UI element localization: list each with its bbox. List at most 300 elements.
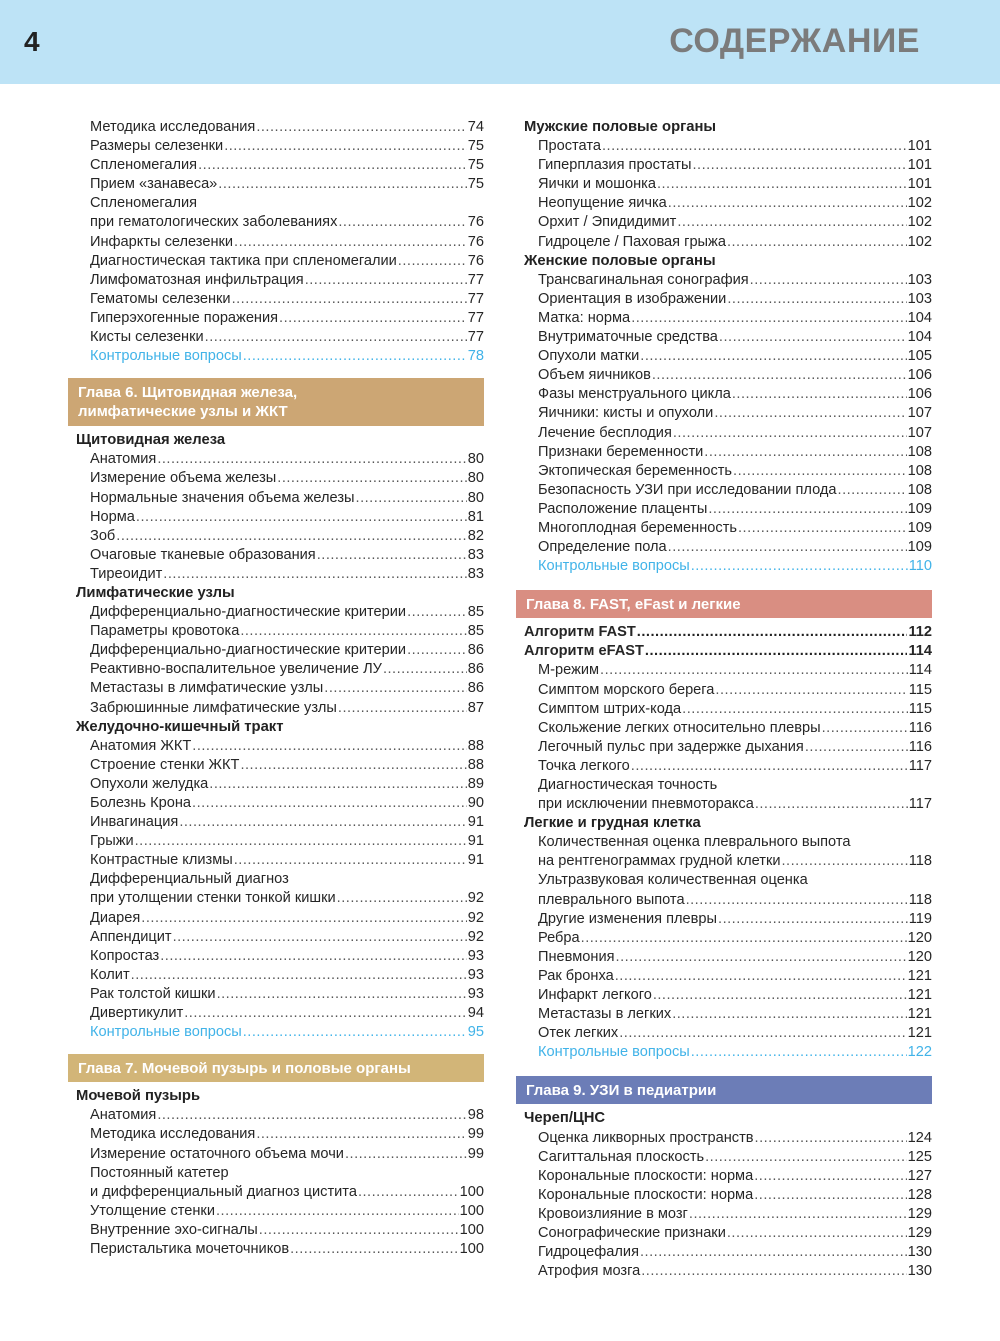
toc-entry[interactable] [516, 833, 932, 852]
toc-entry-page: 92 [467, 928, 484, 945]
toc-entry[interactable] [516, 156, 932, 175]
toc-entry-title: Измерение остаточного объема мочи [90, 1145, 344, 1162]
toc-entry-title: Гидроцефалия [538, 1244, 639, 1261]
toc-entry-page: 120 [907, 929, 932, 946]
section-heading-female: Женские половые органы [524, 252, 716, 269]
toc-entry[interactable] [68, 156, 484, 175]
toc-entry[interactable] [516, 700, 932, 719]
toc-entry-title: Рак толстой кишки [90, 985, 216, 1002]
toc-entry[interactable] [68, 737, 484, 756]
dot-leader [822, 719, 908, 738]
toc-entry-title: Объем яичников [538, 367, 651, 384]
dot-leader [192, 794, 467, 813]
dot-leader [673, 424, 907, 443]
toc-entry[interactable] [68, 870, 484, 889]
dot-leader [157, 450, 466, 469]
toc-entry[interactable] [516, 309, 932, 328]
toc-entry-title: Рак бронха [538, 967, 614, 984]
dot-leader [338, 699, 467, 718]
toc-entry-page: 93 [467, 966, 484, 983]
dot-leader [727, 290, 906, 309]
toc-entry[interactable] [68, 679, 484, 698]
chapter-6-title-line-1: Глава 6. Щитовидная железа, [78, 384, 298, 402]
dot-leader [616, 948, 907, 967]
dot-leader [715, 681, 907, 700]
section-heading-lungs: Легкие и грудная клетка [524, 815, 701, 832]
toc-entry-page: 109 [907, 500, 932, 517]
toc-entry[interactable] [516, 891, 932, 910]
toc-entry-title: Нормальные значения объема железы [90, 489, 355, 506]
toc-entry[interactable] [516, 719, 932, 738]
toc-entry-page: 75 [467, 176, 484, 193]
toc-entry-page: 103 [907, 271, 932, 288]
dot-leader [581, 929, 907, 948]
toc-entry-title: Диагностическая точность [538, 777, 718, 793]
toc-entry[interactable] [68, 660, 484, 679]
toc-entry[interactable] [68, 252, 484, 271]
toc-entry-title: Колит [90, 966, 130, 983]
toc-entry[interactable] [68, 699, 484, 718]
toc-entry[interactable] [516, 738, 932, 757]
toc-entry[interactable] [516, 519, 932, 538]
dot-leader [640, 1243, 907, 1262]
toc-entry[interactable] [516, 328, 932, 347]
page-title: СОДЕРЖАНИЕ [669, 22, 920, 60]
toc-entry-page: 130 [907, 1263, 932, 1280]
toc-entry-page: 77 [467, 271, 484, 288]
toc-entry-title: Параметры кровотока [90, 623, 240, 640]
toc-entry-title: Перистальтика мочеточников [90, 1240, 290, 1257]
toc-list [516, 1129, 932, 1282]
dot-leader [600, 661, 908, 680]
dot-leader [631, 309, 906, 328]
toc-entry-title: Реактивно-воспалительное увеличение ЛУ [90, 661, 382, 678]
toc-entry[interactable] [516, 233, 932, 252]
toc-entry-title: Алгоритм eFAST [524, 643, 644, 660]
toc-entry-page: 89 [467, 775, 484, 792]
dot-leader [708, 500, 906, 519]
dot-leader [256, 1125, 466, 1144]
toc-entry-page: 91 [467, 814, 484, 831]
toc-entry-questions[interactable] [516, 557, 932, 576]
toc-entry-title: Лечение бесплодия [538, 424, 672, 441]
section-heading-skull: Череп/ЦНС [524, 1110, 606, 1127]
toc-entry[interactable] [516, 681, 932, 700]
toc-entry-title: Внутренние эхо-сигналы [90, 1221, 258, 1238]
dot-leader [727, 1224, 907, 1243]
dot-leader [754, 1167, 906, 1186]
chapter-6-heading[interactable] [68, 378, 484, 426]
toc-entry-page: 80 [467, 451, 484, 468]
toc-entry-title: Неопущение яичка [538, 195, 667, 212]
toc-entry[interactable] [516, 623, 932, 642]
dot-leader [619, 1024, 906, 1043]
dot-leader [192, 737, 467, 756]
toc-entry[interactable] [68, 966, 484, 985]
toc-entry[interactable] [516, 776, 932, 795]
dot-leader [173, 928, 467, 947]
toc-entry-title: Дифференциальный диагноз [90, 871, 289, 888]
toc-entry-title: Норма [90, 508, 135, 525]
toc-entry[interactable] [516, 1024, 932, 1043]
toc-entry[interactable] [516, 347, 932, 366]
toc-entry[interactable] [68, 851, 484, 870]
toc-entry[interactable] [516, 871, 932, 890]
toc-entry-page: 101 [907, 157, 932, 174]
toc-entry[interactable] [516, 538, 932, 557]
toc-entry-page: 85 [467, 604, 484, 621]
toc-entry-title: плеврального выпота [538, 891, 685, 908]
toc-entry-page: 115 [908, 700, 932, 717]
toc-entry[interactable] [68, 565, 484, 584]
toc-entry-title: Корональные плоскости: норма [538, 1186, 754, 1203]
toc-entry[interactable] [68, 175, 484, 194]
toc-entry-title: Грыжи [90, 833, 134, 850]
toc-entry-page: 109 [907, 539, 932, 556]
dot-leader [668, 194, 907, 213]
chapter-8-heading[interactable]: Глава 8. FAST, eFast и легкие [516, 590, 932, 618]
dot-leader [338, 213, 466, 232]
toc-entry[interactable] [516, 500, 932, 519]
toc-entry-page: 94 [467, 1005, 484, 1022]
toc-entry[interactable] [68, 813, 484, 832]
toc-entry[interactable] [68, 508, 484, 527]
toc-entry[interactable] [68, 794, 484, 813]
toc-entry-page: 107 [907, 424, 932, 441]
toc-entry-page: 101 [907, 176, 932, 193]
dot-leader [243, 1023, 467, 1042]
toc-entry[interactable] [516, 1205, 932, 1224]
toc-entry-title: Метастазы в легких [538, 1006, 672, 1023]
toc-entry-page: 78 [467, 348, 484, 365]
toc-entry-page: 127 [907, 1167, 932, 1184]
toc-entry-page: 76 [467, 214, 484, 231]
toc-entry[interactable] [516, 967, 932, 986]
dot-leader [317, 546, 467, 565]
toc-entry[interactable] [516, 986, 932, 1005]
toc-entry-page: 77 [467, 309, 484, 326]
toc-entry-page: 121 [907, 1006, 932, 1023]
toc-entry-page: 108 [907, 443, 932, 460]
toc-entry-title: Забрюшинные лимфатические узлы [90, 699, 337, 716]
toc-list [68, 118, 484, 347]
toc-entry[interactable] [516, 1224, 932, 1243]
dot-leader [805, 738, 908, 757]
toc-entry-title: Кровоизлияние в мозг [538, 1205, 688, 1222]
toc-entry-questions[interactable] [516, 1043, 932, 1062]
toc-entry[interactable] [516, 852, 932, 871]
toc-entry[interactable] [68, 641, 484, 660]
toc-entry-page: 91 [467, 833, 484, 850]
toc-entry[interactable] [68, 328, 484, 347]
toc-entry[interactable] [68, 603, 484, 622]
toc-entry-title: Корональные плоскости: норма [538, 1167, 754, 1184]
toc-entry[interactable] [68, 775, 484, 794]
toc-entry-title: Расположение плаценты [538, 500, 708, 517]
toc-entry-page: 82 [467, 527, 484, 544]
toc-entry-title: Опухоли желудка [90, 775, 209, 792]
toc-entry-title: Ребра [538, 929, 580, 946]
toc-entry[interactable] [516, 213, 932, 232]
toc-entry-page: 103 [907, 290, 932, 307]
toc-entry-page: 90 [467, 795, 484, 811]
toc-entry-page: 88 [467, 756, 484, 773]
toc-entry[interactable] [68, 271, 484, 290]
toc-list [68, 450, 484, 584]
toc-entry[interactable] [516, 290, 932, 309]
section-heading-gi: Желудочно-кишечный тракт [76, 718, 284, 735]
toc-entry[interactable] [68, 1221, 484, 1240]
dot-leader [256, 118, 466, 137]
toc-entry-questions[interactable] [68, 347, 484, 366]
toc-entry[interactable] [516, 1167, 932, 1186]
toc-entry[interactable] [68, 527, 484, 546]
toc-entry-title: Яички и мошонка [538, 176, 656, 193]
toc-entry[interactable] [516, 404, 932, 423]
toc-entry-page: 115 [908, 681, 932, 698]
dot-leader [641, 1262, 906, 1281]
toc-entry-title: Анатомия [90, 451, 157, 468]
dot-leader [209, 775, 467, 794]
toc-entry-page: 105 [907, 348, 932, 365]
toc-entry-title: Яичники: кисты и опухоли [538, 405, 714, 422]
toc-entry-page: 112 [908, 624, 932, 641]
toc-entry-page: 91 [467, 852, 484, 869]
toc-entry-page: 118 [908, 853, 932, 870]
toc-entry-title: Спленомегалия [90, 195, 198, 212]
toc-entry-title: Инфаркт легкого [538, 987, 652, 1004]
toc-entry-page: 76 [467, 252, 484, 269]
toc-entry[interactable] [68, 832, 484, 851]
toc-entry[interactable] [68, 309, 484, 328]
toc-entry-title: Орхит / Эпидидимит [538, 214, 677, 231]
toc-entry-title: Утолщение стенки [90, 1202, 215, 1219]
toc-entry-title: при исключении пневмоторакса [538, 796, 754, 813]
toc-entry-title: Пневмония [538, 948, 615, 965]
toc-entry-page: 120 [907, 948, 932, 965]
dot-leader [657, 175, 907, 194]
toc-entry-title: Тиреоидит [90, 565, 163, 582]
toc-entry-page: 92 [467, 890, 484, 907]
toc-entry[interactable] [68, 118, 484, 137]
toc-entry[interactable] [516, 642, 932, 661]
toc-entry-title: Инвагинация [90, 814, 179, 831]
dot-leader [732, 385, 907, 404]
toc-entry-page: 122 [907, 1044, 932, 1061]
dot-leader [738, 519, 907, 538]
toc-entry-questions[interactable] [68, 1023, 484, 1042]
toc-entry[interactable] [68, 1202, 484, 1221]
dot-leader [179, 813, 466, 832]
dot-leader [714, 404, 906, 423]
dot-leader [135, 832, 467, 851]
toc-entry-page: 117 [908, 757, 932, 774]
toc-entry-page: 102 [907, 195, 932, 212]
toc-entry[interactable] [516, 424, 932, 443]
dot-leader [232, 290, 467, 309]
dot-leader [672, 1005, 906, 1024]
dot-leader [733, 462, 907, 481]
toc-entry-title: Измерение объема железы [90, 470, 277, 487]
toc-entry[interactable] [68, 947, 484, 966]
toc-entry[interactable] [516, 1148, 932, 1167]
toc-entry[interactable] [516, 175, 932, 194]
dot-leader [755, 1129, 907, 1148]
page-number: 4 [24, 26, 40, 57]
toc-entry-title: Дивертикулит [90, 1005, 184, 1022]
toc-entry-title: Дифференциально-диагностические критерии [90, 642, 407, 659]
toc-entry-title: Оценка ликворных пространств [538, 1129, 754, 1146]
toc-entry[interactable] [68, 1145, 484, 1164]
toc-entry[interactable] [516, 1005, 932, 1024]
toc-entry-page: 81 [467, 508, 484, 525]
dot-leader [243, 347, 467, 366]
dot-leader [324, 679, 466, 698]
toc-left-column [68, 118, 484, 1259]
toc-entry[interactable] [68, 985, 484, 1004]
toc-entry[interactable] [68, 1125, 484, 1144]
toc-entry[interactable] [516, 910, 932, 929]
toc-entry-title: Сонографические признаки [538, 1224, 726, 1241]
dot-leader [305, 271, 467, 290]
toc-entry-page: 107 [907, 405, 932, 422]
dot-leader [645, 642, 908, 661]
toc-entry[interactable] [516, 1186, 932, 1205]
toc-entry[interactable] [68, 909, 484, 928]
toc-entry-title: Фазы менструального цикла [538, 386, 731, 403]
toc-entry-page: 106 [907, 367, 932, 384]
toc-list [516, 271, 932, 557]
section-heading-lymph: Лимфатические узлы [76, 584, 235, 601]
toc-entry[interactable] [68, 213, 484, 232]
toc-entry[interactable] [516, 194, 932, 213]
toc-entry[interactable] [68, 450, 484, 469]
dot-leader [216, 1202, 459, 1221]
toc-entry-title: Диагностическая тактика при спленомегалии [90, 252, 397, 269]
dot-leader [131, 966, 467, 985]
toc-entry[interactable] [68, 1164, 484, 1183]
dot-leader [184, 1004, 467, 1023]
toc-entry-page: 101 [907, 138, 932, 155]
toc-entry[interactable] [516, 462, 932, 481]
dot-leader [234, 233, 467, 252]
dot-leader [640, 347, 906, 366]
toc-entry[interactable] [68, 1240, 484, 1259]
toc-entry[interactable] [68, 546, 484, 565]
toc-entry-title: Сагиттальная плоскость [538, 1148, 705, 1165]
toc-entry[interactable] [68, 469, 484, 488]
toc-entry-page: 130 [907, 1244, 932, 1261]
toc-entry[interactable] [68, 756, 484, 775]
toc-entry-title: Строение стенки ЖКТ [90, 756, 240, 773]
toc-entry[interactable] [516, 443, 932, 462]
toc-entry[interactable] [68, 622, 484, 641]
toc-list [68, 737, 484, 1023]
toc-entry[interactable] [516, 137, 932, 156]
dot-leader [407, 603, 467, 622]
toc-entry-page: 85 [467, 623, 484, 640]
toc-entry[interactable] [516, 1129, 932, 1148]
toc-entry-page: 83 [467, 565, 484, 582]
dot-leader [217, 985, 467, 1004]
toc-entry[interactable] [68, 889, 484, 908]
toc-entry-page: 75 [467, 157, 484, 174]
toc-entry[interactable] [68, 489, 484, 508]
toc-entry-title: Отек легких [538, 1025, 619, 1042]
toc-entry[interactable] [68, 194, 484, 213]
toc-entry-page: 121 [907, 967, 932, 984]
dot-leader [337, 889, 467, 908]
toc-entry-page: 88 [467, 737, 484, 754]
toc-entry[interactable] [516, 366, 932, 385]
dot-leader [277, 469, 467, 488]
dot-leader [136, 508, 467, 527]
toc-entry[interactable] [68, 1183, 484, 1202]
toc-entry[interactable] [68, 290, 484, 309]
toc-entry-title: Аппендицит [90, 928, 172, 945]
toc-entry-page: 100 [459, 1221, 484, 1238]
toc-entry[interactable] [68, 137, 484, 156]
toc-entry-page: 116 [908, 738, 932, 755]
dot-leader [141, 909, 466, 928]
toc-entry-page: 87 [467, 699, 484, 716]
toc-entry-page: 121 [907, 1025, 932, 1042]
dot-leader [689, 1205, 907, 1224]
chapter-9-heading[interactable]: Глава 9. УЗИ в педиатрии [516, 1076, 932, 1104]
toc-entry[interactable] [516, 1243, 932, 1262]
toc-entry-page: 83 [467, 546, 484, 563]
toc-entry[interactable] [516, 661, 932, 680]
toc-entry-title: Гиперплазия простаты [538, 157, 692, 174]
toc-entry[interactable] [516, 929, 932, 948]
dot-leader [691, 557, 908, 576]
toc-entry[interactable] [68, 233, 484, 252]
toc-entry-title: Атрофия мозга [538, 1263, 641, 1280]
toc-entry-page: 93 [467, 985, 484, 1002]
toc-entry-title: Анатомия ЖКТ [90, 737, 192, 754]
toc-list [516, 661, 932, 814]
toc-entry-title: Контрастные клизмы [90, 852, 233, 869]
toc-entry-page: 99 [467, 1126, 484, 1143]
toc-entry-page: 116 [908, 719, 932, 736]
dot-leader [160, 947, 467, 966]
chapter-7-heading[interactable]: Глава 7. Мочевой пузырь и половые органы [68, 1054, 484, 1082]
toc-entry[interactable] [516, 271, 932, 290]
toc-entry[interactable] [516, 757, 932, 776]
toc-entry-page: 114 [908, 662, 932, 679]
dot-leader [754, 1186, 906, 1205]
toc-entry[interactable] [68, 1004, 484, 1023]
toc-entry-title: Легочный пульс при задержке дыхания [538, 738, 804, 755]
toc-entry[interactable] [68, 1106, 484, 1125]
toc-entry-title: Скольжение легких относительно плевры [538, 719, 821, 736]
toc-entry-page: 100 [459, 1240, 484, 1257]
toc-entry[interactable] [516, 948, 932, 967]
toc-entry[interactable] [516, 481, 932, 500]
toc-entry-title: Симптом морского берега [538, 681, 715, 698]
toc-right-column [516, 118, 932, 1281]
toc-entry-title: и дифференциальный диагноз цистита [90, 1183, 357, 1200]
dot-leader [234, 851, 467, 870]
section-heading-thyroid: Щитовидная железа [76, 432, 226, 449]
toc-entry[interactable] [516, 385, 932, 404]
toc-entry-page: 102 [907, 233, 932, 250]
toc-entry-page: 124 [907, 1129, 932, 1146]
toc-entry-page: 86 [467, 661, 484, 678]
toc-entry[interactable] [516, 1262, 932, 1281]
toc-entry[interactable] [68, 928, 484, 947]
toc-entry[interactable] [516, 795, 932, 814]
